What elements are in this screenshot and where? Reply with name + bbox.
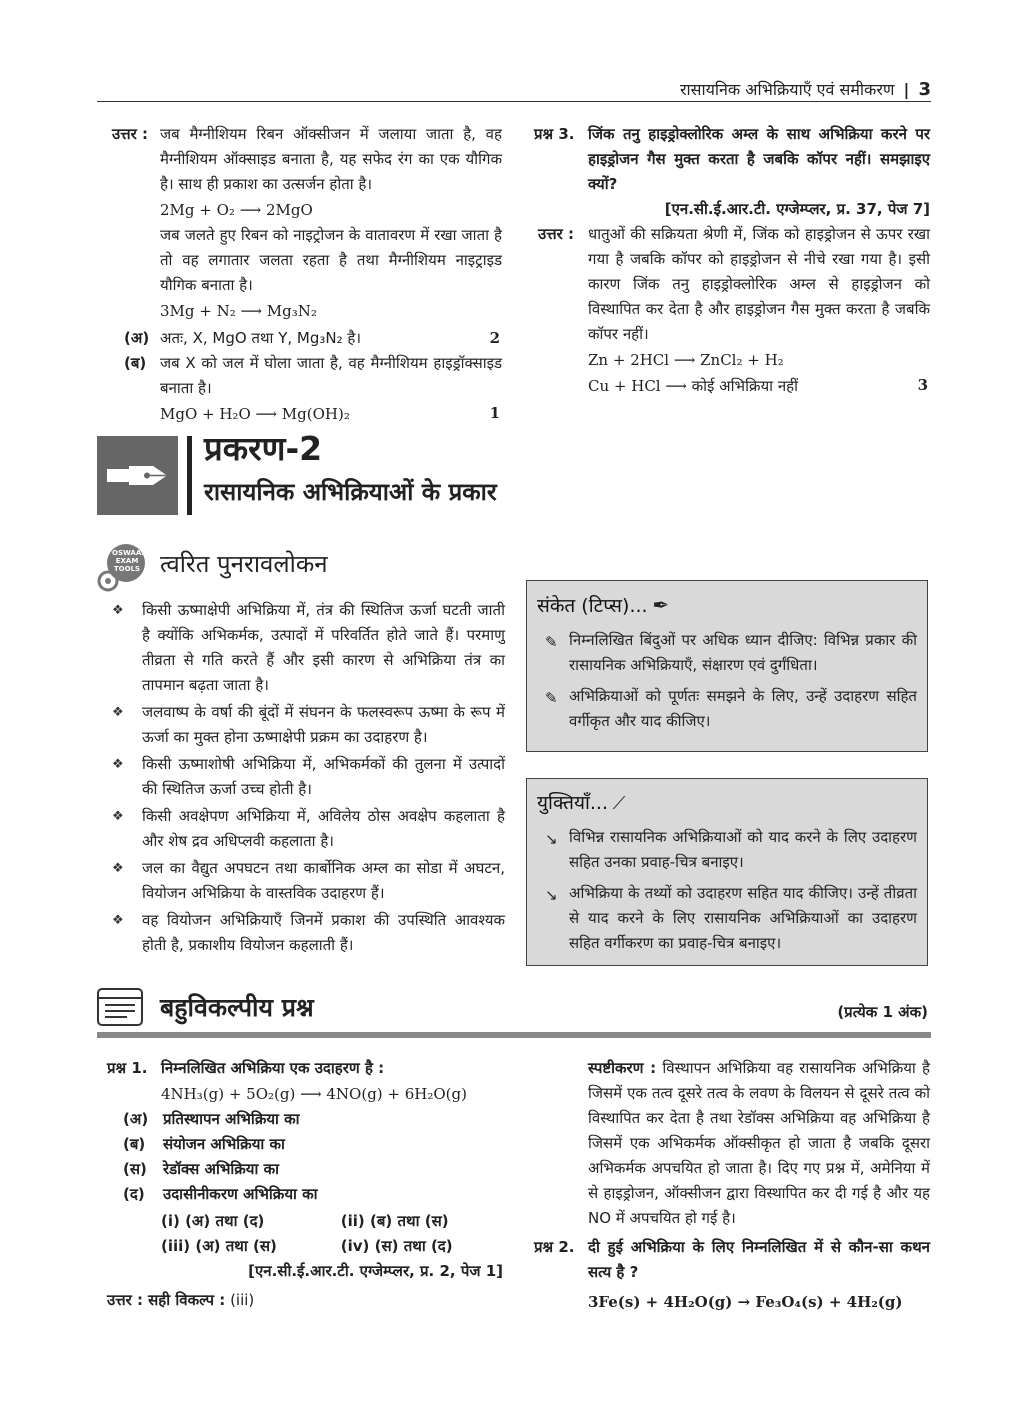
header-title: रासायनिक अभिक्रियाएँ एवं समीकरण	[679, 80, 895, 99]
answer-label: उत्तर :	[112, 125, 148, 143]
option-a	[123, 1107, 503, 1132]
trick-text: अभिक्रिया के तथ्यों को उदाहरण सहित याद कीजिए। उन्हें तीव्रता से याद करने के लिए रासायनिक अभिक्रियाओं का उदाहरण सहित वर्गीकरण का प्रवाह-चित्र बनाइए।	[569, 884, 917, 952]
question-3-text: जिंक तनु हाइड्रोक्लोरिक अम्ल के साथ अभिक्रिया करने पर हाइड्रोजन गैस मुक्त करता है जबकि कॉपर नहीं। समझाइए क्यों?	[588, 125, 930, 193]
answer-text: जब मैग्नीशियम रिबन ऑक्सीजन में जलाया जाता है, वह मैग्नीशियम ऑक्साइड बनाता है, यह सफेद रंग का एक यौगिक है। साथ ही प्रकाश का उत्सर्जन होता है।	[160, 125, 502, 193]
tip-text: अभिक्रियाओं को पूर्णतः समझने के लिए, उन्हें उदाहरण सहित वर्गीकृत और याद कीजिए।	[569, 687, 917, 730]
question-2-label: प्रश्न 2.	[534, 1238, 575, 1256]
section-icon-box	[97, 436, 178, 515]
part-b-mark: 1	[489, 404, 500, 422]
wand-bullet-icon: ↘	[545, 830, 558, 848]
list-item-text: किसी ऊष्माशोषी अभिक्रिया में, अभिकर्मकों की तुलना में उत्पादों की स्थितिज ऊर्जा उच्च होती है।	[142, 755, 505, 798]
bullet-icon: ❖	[112, 913, 124, 928]
trick-item	[537, 825, 917, 875]
option-c	[123, 1157, 503, 1182]
wand-bullet-icon: ↘	[545, 886, 558, 904]
question-3-label: प्रश्न 3.	[534, 125, 575, 143]
question-1-reference: [एन.सी.ई.आर.टी. एग्जेम्प्लर, प्र. 2, पेज 1]	[248, 1262, 503, 1280]
pencil-bullet-icon: ✎	[545, 689, 558, 707]
choice-iii: (iii) (अ) तथा (स)	[161, 1237, 277, 1255]
option-label: (द)	[123, 1185, 145, 1203]
right-question-block	[534, 122, 930, 399]
part-a-label: (अ)	[124, 329, 150, 347]
question-1-answer-label: उत्तर : सही विकल्प :	[107, 1291, 226, 1309]
list-item	[112, 700, 505, 750]
mcq-rule	[97, 1032, 931, 1038]
explanation-label: स्पष्टीकरण :	[588, 1059, 657, 1077]
equation-2: 3Mg + N₂ ⟶ Mg₃N₂	[160, 302, 317, 320]
question-1-text: निम्नलिखित अभिक्रिया एक उदाहरण है :	[161, 1059, 385, 1077]
option-text: उदासीनीकरण अभिक्रिया का	[163, 1185, 318, 1203]
mcq-marks-note: (प्रत्येक 1 अंक)	[837, 1003, 928, 1021]
quick-review-title: त्वरित पुनरावलोकन	[160, 550, 328, 578]
part-b-label: (ब)	[124, 354, 147, 372]
explanation-block	[534, 1056, 930, 1315]
list-item	[112, 908, 505, 958]
tricks-box	[526, 778, 928, 966]
answer-text-2: जब जलते हुए रिबन को नाइट्रोजन के वातावरण में रखा जाता है तो वह लगातार जलता रहता है तथा मैग्नीशियम नाइट्राइड यौगिक बनाता है।	[160, 226, 502, 294]
exam-tools-logo-text: OSWAAL EXAM TOOLS	[112, 549, 146, 573]
part-a-mark: 2	[489, 329, 500, 347]
bullet-icon: ❖	[112, 757, 124, 772]
trick-item	[537, 881, 917, 956]
copper-equation: Cu + HCl ⟶ कोई अभिक्रिया नहीं	[588, 377, 798, 395]
tips-title: संकेत (टिप्स)...	[537, 595, 648, 617]
bullet-icon: ❖	[112, 705, 124, 720]
running-header	[560, 78, 931, 100]
list-item	[112, 804, 505, 854]
tip-item	[537, 684, 917, 734]
list-item-text: किसी ऊष्माक्षेपी अभिक्रिया में, तंत्र की स्थितिज ऊर्जा घटती जाती है क्योंकि अभिकर्मक, उत्पादों में परिवर्तित होते जाते हैं। परमाणु तीव्रता से गति करते हैं और इसी कारण से अभिक्रिया तंत्र का तापमान बढ़ता जाता है।	[142, 601, 505, 694]
option-text: रेडॉक्स अभिक्रिया का	[163, 1160, 280, 1178]
option-text: प्रतिस्थापन अभिक्रिया का	[163, 1110, 300, 1128]
exam-tools-logo	[96, 541, 148, 593]
list-item-text: जल का वैद्युत अपघटन तथा कार्बोनिक अम्ल का सोडा में अघटन, वियोजन अभिक्रिया के वास्तविक उदाहरण हैं।	[142, 859, 505, 902]
page-number: 3	[918, 79, 931, 100]
part-a-text: अतः, X, MgO तथा Y, Mg₃N₂ है।	[160, 329, 362, 347]
pen-nib-icon	[97, 436, 178, 515]
question-2-equation: 3Fe(s) + 4H₂O(g) → Fe₃O₄(s) + 4H₂(g)	[588, 1293, 903, 1311]
option-text: संयोजन अभिक्रिया का	[163, 1135, 285, 1153]
equation-1: 2Mg + O₂ ⟶ 2MgO	[160, 201, 313, 219]
question-3-answer-label: उत्तर :	[538, 225, 574, 243]
pencil-bullet-icon: ✎	[545, 633, 558, 651]
list-item-text: वह वियोजन अभिक्रियाएँ जिनमें प्रकाश की उपस्थिति आवश्यक होती है, प्रकाशीय वियोजन कहलाती हैं।	[142, 911, 505, 954]
question-3-reference: [एन.सी.ई.आर.टी. एग्जेम्प्लर, प्र. 37, पेज 7]	[664, 200, 930, 218]
list-item	[112, 856, 505, 906]
question-3-mark: 3	[917, 376, 928, 394]
question-1-answer-value: (iii)	[230, 1291, 255, 1309]
list-item-text: किसी अवक्षेपण अभिक्रिया में, अविलेय ठोस अवक्षेप कहलाता है और शेष द्रव अधिप्लवी कहलाता है।	[142, 807, 505, 850]
question-1-label: प्रश्न 1.	[107, 1059, 148, 1077]
list-item-text: जलवाष्प के वर्षा की बूंदों में संघनन के फलस्वरूप ऊष्मा के रूप में ऊर्जा का मुक्त होना ऊष्माक्षेपी प्रक्रम का उदाहरण है।	[142, 703, 505, 746]
section-subtitle: रासायनिक अभिक्रियाओं के प्रकार	[204, 478, 497, 506]
bullet-icon: ❖	[112, 603, 124, 618]
question-3-answer-text: धातुओं की सक्रियता श्रेणी में, जिंक को हाइड्रोजन से ऊपर रखा गया है जबकि कॉपर को हाइड्रोजन से नीचे रखा गया है। इसी कारण जिंक तनु हाइड्रोक्लोरिक अम्ल से हाइड्रोजन को विस्थापित कर देता है और हाइड्रोजन गैस मुक्त करता है जबकि कॉपर नहीं।	[588, 225, 930, 343]
equation-3: MgO + H₂O ⟶ Mg(OH)₂	[160, 405, 350, 423]
choice-iv: (iv) (स) तथा (द)	[340, 1237, 453, 1255]
document-list-icon	[97, 988, 143, 1026]
zinc-equation: Zn + 2HCl ⟶ ZnCl₂ + H₂	[588, 351, 784, 369]
option-label: (स)	[123, 1160, 147, 1178]
choice-ii: (ii) (ब) तथा (स)	[340, 1212, 449, 1230]
list-item	[112, 752, 505, 802]
explanation-text: विस्थापन अभिक्रिया वह रासायनिक अभिक्रिया है जिसमें एक तत्व दूसरे तत्व के लवण के विलयन से दूसरे तत्व को विस्थापित कर देता है तथा रेडॉक्स अभिक्रिया वह अभिक्रिया है जिसमें एक अभिकर्मक ऑक्सीकृत हो जाता है जबकि दूसरा अभिकर्मक अपचयित हो जाता है। दिए गए प्रश्न में, अमेनिया में से हाइड्रोजन, ऑक्सीजन द्वारा विस्थापित कर दी गई है और यह NO में अपचयित हो गई है।	[588, 1059, 930, 1227]
list-item	[112, 598, 505, 698]
section-divider-bar	[187, 436, 192, 515]
question-2-text: दी हुई अभिक्रिया के लिए निम्नलिखित में से कौन-सा कथन सत्य है ?	[588, 1238, 930, 1281]
part-b-text: जब X को जल में घोला जाता है, वह मैग्नीशियम हाइड्रॉक्साइड बनाता है।	[160, 354, 502, 397]
option-d	[123, 1182, 503, 1207]
tip-text: निम्नलिखित बिंदुओं पर अधिक ध्यान दीजिए: विभिन्न प्रकार की रासायनिक अभिक्रियाएँ, संक्षारण एवं दुर्गंधिता।	[569, 631, 917, 674]
section-title: प्रकरण-2	[204, 429, 323, 468]
question-1-equation: 4NH₃(g) + 5O₂(g) ⟶ 4NO(g) + 6H₂O(g)	[161, 1085, 467, 1103]
left-answer-block	[112, 122, 502, 427]
magic-wand-icon: ⟋	[612, 793, 626, 814]
option-label: (ब)	[123, 1135, 146, 1153]
header-rule	[97, 101, 931, 102]
choice-i: (i) (अ) तथा (द)	[161, 1212, 265, 1230]
quick-review-list	[112, 598, 505, 960]
option-b	[123, 1132, 503, 1157]
tricks-title: युक्तियाँ...	[537, 792, 609, 814]
bullet-icon: ❖	[112, 809, 124, 824]
bullet-icon: ❖	[112, 861, 124, 876]
option-label: (अ)	[123, 1110, 149, 1128]
pen-icon: ✒	[652, 593, 670, 617]
mcq-icon	[97, 988, 143, 1026]
question-1-block	[107, 1056, 503, 1313]
tip-item	[537, 628, 917, 678]
tips-box	[526, 580, 928, 752]
trick-text: विभिन्न रासायनिक अभिक्रियाओं को याद करने के लिए उदाहरण सहित उनका प्रवाह-चित्र बनाइए।	[569, 828, 917, 871]
mcq-title: बहुविकल्पीय प्रश्न	[160, 993, 314, 1022]
header-separator: |	[903, 80, 910, 99]
